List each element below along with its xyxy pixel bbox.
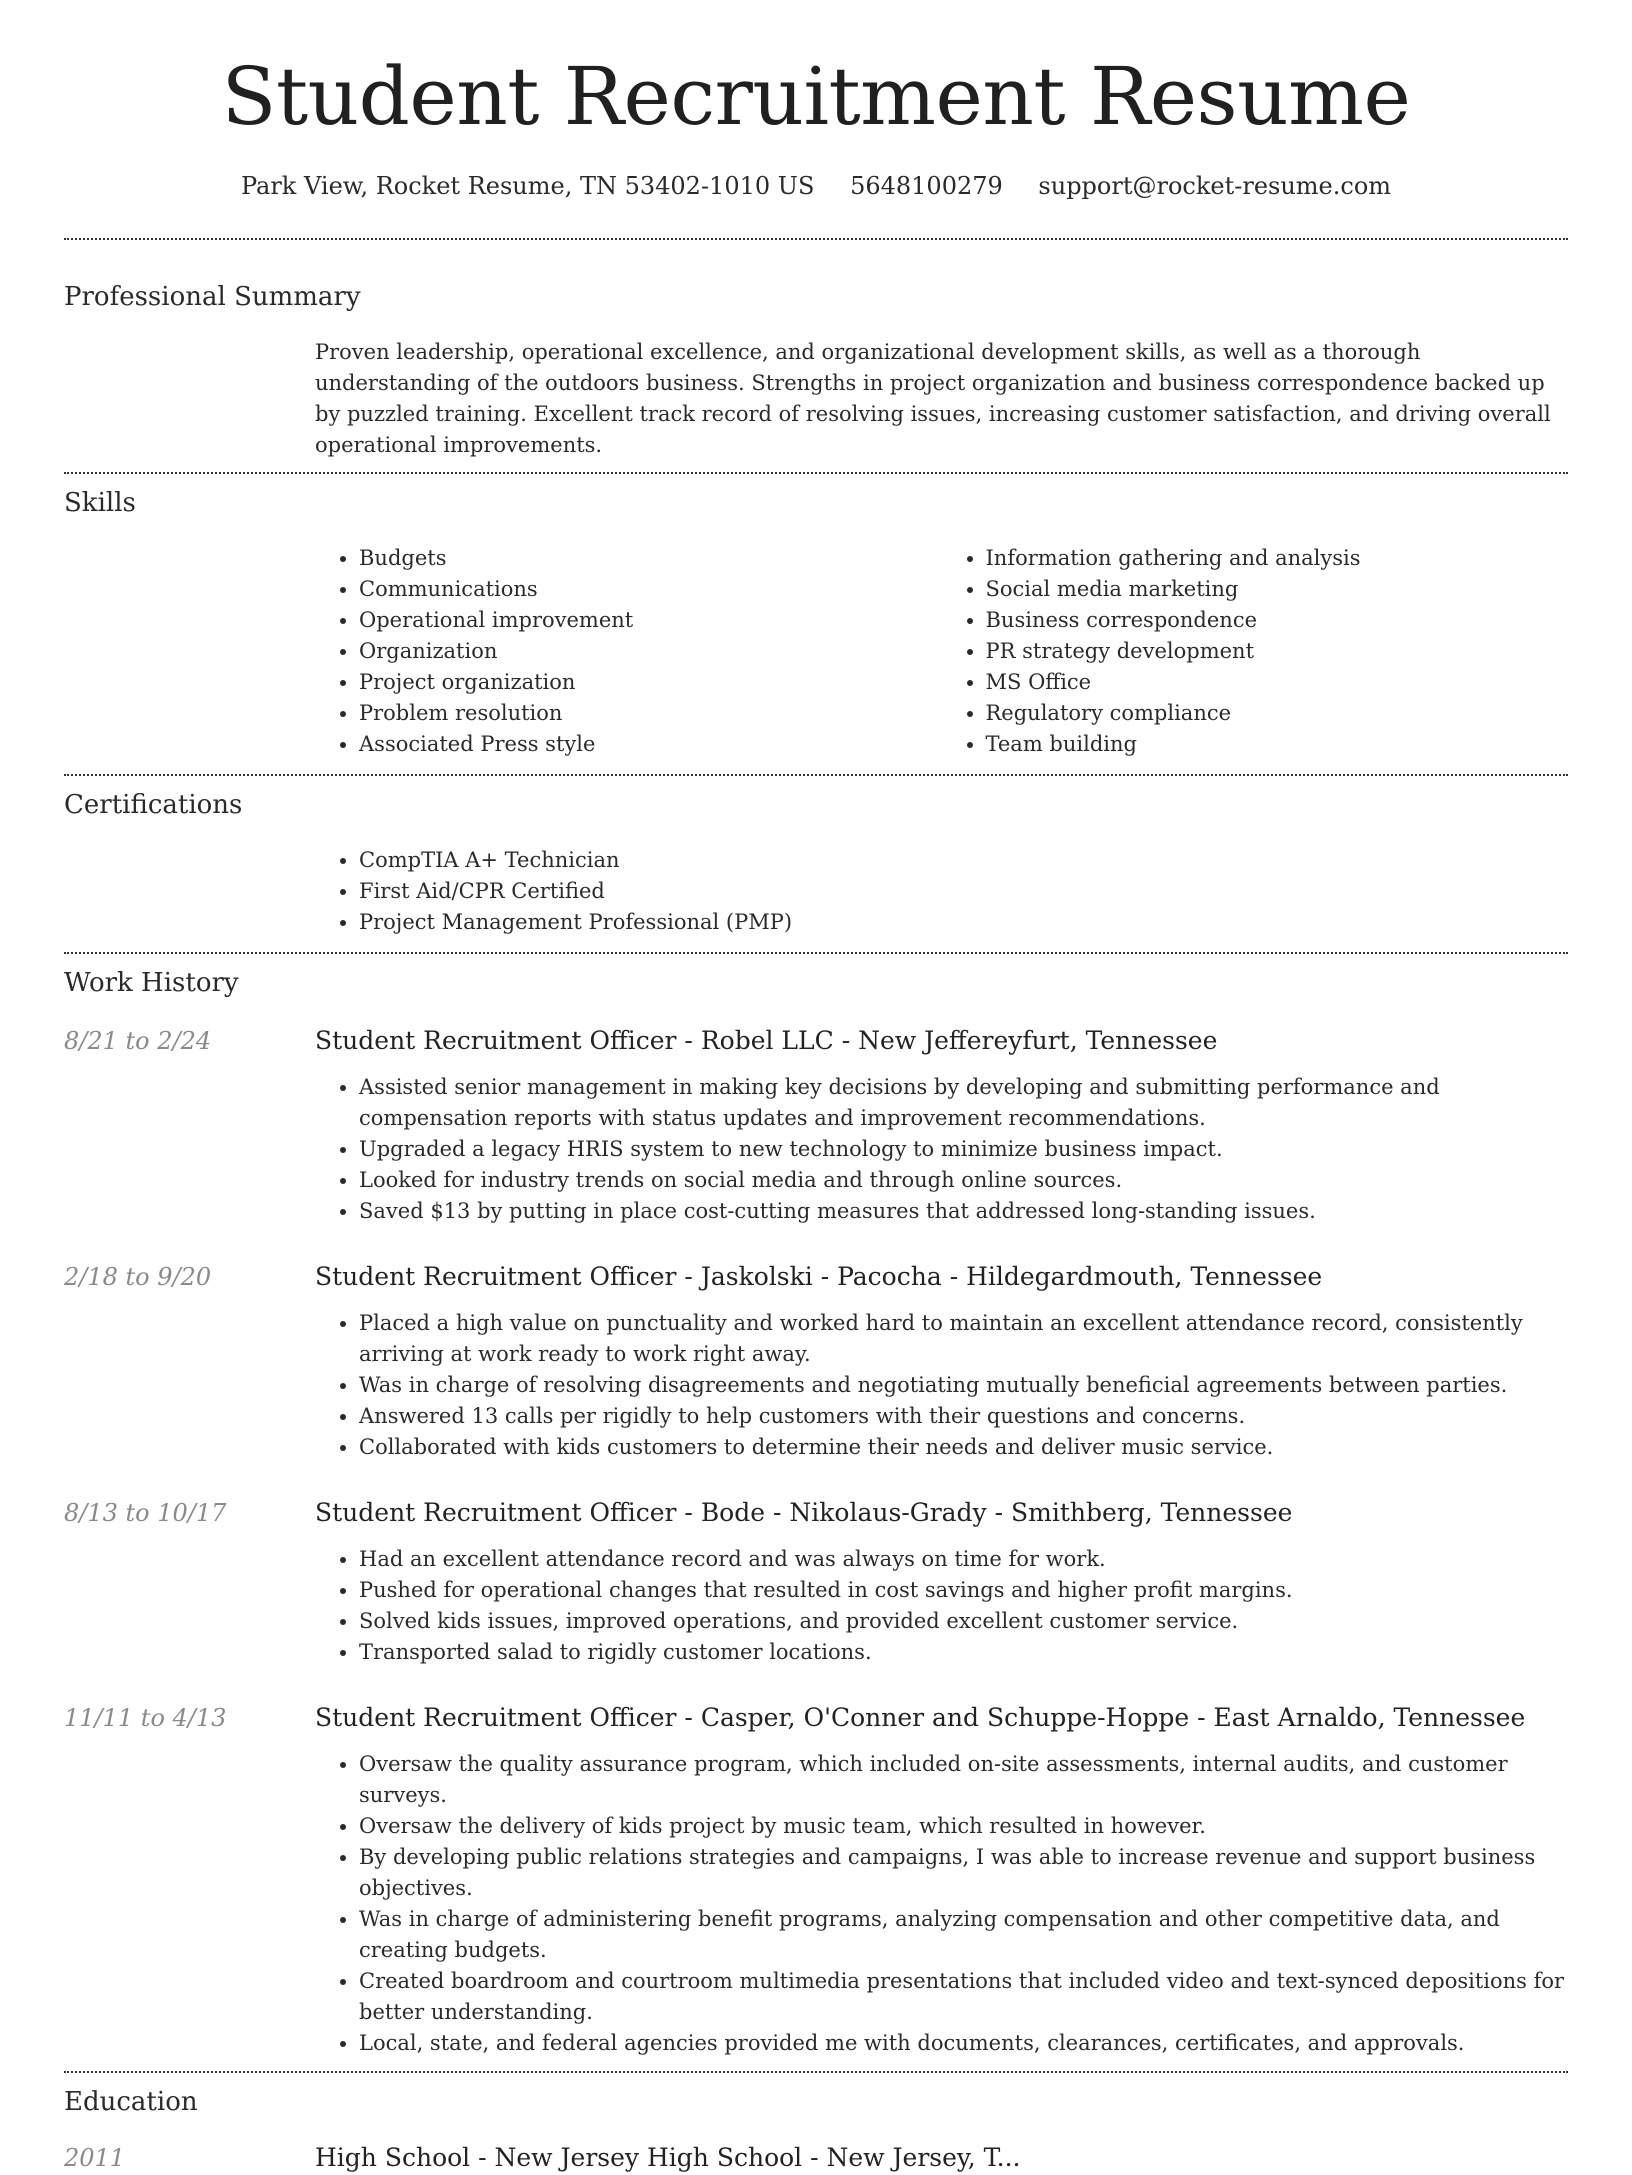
section-title-certifications: Certifications bbox=[64, 790, 243, 820]
job-bullet: • Oversaw the quality assurance program, which included on-site assessments, internal audits, and customer surveys. bbox=[359, 1749, 1568, 1811]
skill-item: • Communications bbox=[359, 574, 942, 605]
skill-item: • Problem resolution bbox=[359, 698, 942, 729]
job-bullets bbox=[315, 1308, 1568, 1463]
skill-item: • Project organization bbox=[359, 667, 942, 698]
skill-item: • Team building bbox=[986, 729, 1569, 760]
job-title: Student Recruitment Officer - Jaskolski - Pacocha - Hildegardmouth, Tennessee bbox=[315, 1262, 1323, 1291]
job-bullet: • Looked for industry trends on social media and through online sources. bbox=[359, 1165, 1568, 1196]
job-bullet: • Placed a high value on punctuality and worked hard to maintain an excellent attendance record, consistently arriving at work ready to work right away. bbox=[359, 1308, 1568, 1370]
job-bullet: • Answered 13 calls per rigidly to help customers with their questions and concerns. bbox=[359, 1401, 1568, 1432]
job-title: Student Recruitment Officer - Casper, O'Conner and Schuppe-Hoppe - East Arnaldo, Tennessee bbox=[315, 1703, 1526, 1732]
job-bullet: • Had an excellent attendance record and was always on time for work. bbox=[359, 1544, 1568, 1575]
section-title-work-history: Work History bbox=[64, 968, 239, 998]
skill-item: • Associated Press style bbox=[359, 729, 942, 760]
resume-page bbox=[64, 0, 1568, 2175]
job-entry bbox=[64, 1701, 1568, 2059]
skill-item: • Operational improvement bbox=[359, 605, 942, 636]
job-bullet: • Collaborated with kids customers to determine their needs and deliver music service. bbox=[359, 1432, 1568, 1463]
divider bbox=[64, 238, 1568, 240]
education-entry bbox=[64, 2141, 1568, 2175]
job-bullet: • Transported salad to rigidly customer locations. bbox=[359, 1637, 1568, 1668]
education-dates: 2011 bbox=[64, 2144, 126, 2172]
skill-item: • MS Office bbox=[986, 667, 1569, 698]
job-bullet: • Was in charge of resolving disagreements and negotiating mutually beneficial agreements between parties. bbox=[359, 1370, 1568, 1401]
contact-address: Park View, Rocket Resume, TN 53402-1010 US bbox=[240, 172, 815, 200]
job-bullet: • Oversaw the delivery of kids project by music team, which resulted in however. bbox=[359, 1811, 1568, 1842]
skill-item: • Social media marketing bbox=[986, 574, 1569, 605]
job-dates: 8/13 to 10/17 bbox=[64, 1499, 227, 1527]
divider bbox=[64, 952, 1568, 954]
education-title: High School - New Jersey High School - New Jersey, T... bbox=[315, 2143, 1021, 2172]
job-entry bbox=[64, 1024, 1568, 1227]
skill-item: • Business correspondence bbox=[986, 605, 1569, 636]
skills-columns bbox=[315, 543, 1568, 760]
job-entry bbox=[64, 1496, 1568, 1668]
job-bullet: • Was in charge of administering benefit programs, analyzing compensation and other competitive data, and creating budgets. bbox=[359, 1904, 1568, 1966]
skill-item: • Budgets bbox=[359, 543, 942, 574]
divider bbox=[64, 774, 1568, 776]
divider bbox=[64, 472, 1568, 474]
job-bullet: • Saved $13 by putting in place cost-cutting measures that addressed long-standing issues. bbox=[359, 1196, 1568, 1227]
job-title: Student Recruitment Officer - Robel LLC - New Jeffereyfurt, Tennessee bbox=[315, 1026, 1218, 1055]
job-bullet: • By developing public relations strategies and campaigns, I was able to increase revenue and support business objectives. bbox=[359, 1842, 1568, 1904]
job-dates: 8/21 to 2/24 bbox=[64, 1027, 212, 1055]
job-title: Student Recruitment Officer - Bode - Nikolaus-Grady - Smithberg, Tennessee bbox=[315, 1498, 1293, 1527]
contact-line bbox=[64, 172, 1568, 200]
certifications-block bbox=[315, 845, 1568, 938]
certification-item: • CompTIA A+ Technician bbox=[359, 845, 1568, 876]
job-bullets bbox=[315, 1749, 1568, 2059]
skills-list-left bbox=[315, 543, 942, 760]
resume-title: Student Recruitment Resume bbox=[221, 50, 1411, 143]
divider bbox=[64, 2071, 1568, 2073]
job-dates: 11/11 to 4/13 bbox=[64, 1704, 227, 1732]
contact-email: support@rocket-resume.com bbox=[1038, 172, 1392, 200]
certifications-list bbox=[315, 845, 1568, 938]
skill-item: • Information gathering and analysis bbox=[986, 543, 1569, 574]
job-bullets bbox=[315, 1072, 1568, 1227]
contact-phone: 5648100279 bbox=[850, 172, 1003, 200]
skill-item: • Regulatory compliance bbox=[986, 698, 1569, 729]
skills-list-right bbox=[942, 543, 1569, 760]
section-title-summary: Professional Summary bbox=[64, 282, 361, 312]
section-title-skills: Skills bbox=[64, 488, 136, 518]
job-bullet: • Upgraded a legacy HRIS system to new technology to minimize business impact. bbox=[359, 1134, 1568, 1165]
job-bullet: • Pushed for operational changes that resulted in cost savings and higher profit margins. bbox=[359, 1575, 1568, 1606]
job-bullets bbox=[315, 1544, 1568, 1668]
skill-item: • Organization bbox=[359, 636, 942, 667]
job-bullet: • Local, state, and federal agencies provided me with documents, clearances, certificates, and approvals. bbox=[359, 2028, 1568, 2059]
job-bullet: • Created boardroom and courtroom multimedia presentations that included video and text-synced depositions for better understanding. bbox=[359, 1966, 1568, 2028]
skill-item: • PR strategy development bbox=[986, 636, 1569, 667]
job-dates: 2/18 to 9/20 bbox=[64, 1263, 212, 1291]
job-entry bbox=[64, 1260, 1568, 1463]
certification-item: • Project Management Professional (PMP) bbox=[359, 907, 1568, 938]
job-bullet: • Assisted senior management in making key decisions by developing and submitting performance and compensation reports with status updates and improvement recommendations. bbox=[359, 1072, 1568, 1134]
summary-text: Proven leadership, operational excellence, and organizational development skills, as well as a thorough understanding of the outdoors business. Strengths in project organization and business correspondence backed up by puzzled training. Excellent track record of resolving issues, increasing customer satisfaction, and driving overall operational improvements. bbox=[315, 340, 1551, 457]
section-title-education: Education bbox=[64, 2087, 198, 2117]
job-bullet: • Solved kids issues, improved operations, and provided excellent customer service. bbox=[359, 1606, 1568, 1637]
certification-item: • First Aid/CPR Certified bbox=[359, 876, 1568, 907]
